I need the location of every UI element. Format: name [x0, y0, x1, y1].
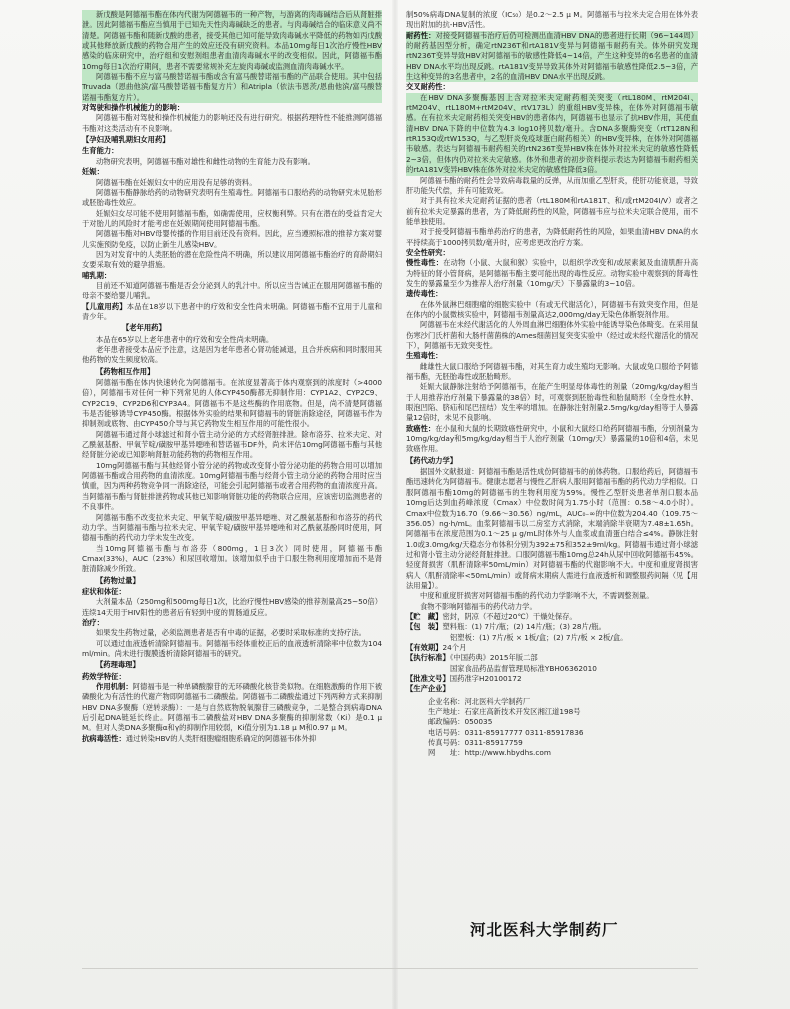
child-section-title: 【儿童用药】: [82, 301, 127, 311]
mechanism-paragraph: [82, 682, 382, 734]
manufacturer-address: [406, 707, 698, 717]
company-signature: 河北医科大学制药厂: [470, 921, 619, 939]
pregnancy-text-1: 阿德福韦酯在妊娠妇女中的应用没有足够的资料。: [96, 177, 257, 187]
mechanism-text: 阿德福韦是一种单磷酸腺苷的无环磷酸化核苷类似物。在细胞激酶的作用下被磷酸化为有活性的代谢产物即阿德福韦二磷酸盐。阿德福韦二磷酸盐通过下列两种方式来抑制HBV DNA多聚酶（逆转录酶）：一是与自然底物脱氧腺苷三磷酸竞争，二是整合到病毒DNA后引起DNA链延长终止。阿德福韦二磷酸盐对HBV DNA多聚酶的抑制常数（Ki）是0.1 μ M。但对人类DNA多聚酶α和γ的抑制作用较弱，Ki值分别为1.18 μ M和0.97 μ M。: [82, 682, 382, 733]
cross-resistance-text-3: 对于具有拉米夫定耐药证据的患者（rtL180M和rtA181T、和/或rtM204I/V）或者之前有拉米夫定暴露的患者，为了降低耐药性的风险，阿德福韦应与拉米夫定联合使用，而不能单独使用。: [406, 196, 698, 226]
elderly-text-1: 本品在65岁以上老年患者中的疗效和安全性尚未明确。: [96, 334, 274, 344]
mechanism-title: 作用机制：: [96, 682, 133, 691]
chronic-text: 在动物（小鼠、大鼠和猴）实验中，以组织学改变和/或尿素氮及血清肌酐升高为特征的肾小管肾病，是阿德福韦酯主要可能出现的毒性反应。动物实验中观察到的肾毒性发生的暴露量至少为推荐人治疗剂量（10mg/天）下暴露量的3~10倍。: [406, 258, 698, 288]
interaction-text-5: 当10mg阿德福韦酯与布洛芬（800mg，1日3次）同时使用，阿德福韦酯Cmax(33%)、AUC（23%）和尿回收增加。该增加似乎由于口服生物利用度增加而不是肾脏清除减少所致。: [82, 543, 382, 574]
manufacturer-address-key: 生产地址：: [428, 707, 465, 717]
interaction-text-3: 10mg阿德福韦酯与其他经肾小管分泌的药物或改变肾小管分泌功能的药物合用可以增加阿德福韦酯或合用药物的血清浓度。10mg阿德福韦酯与经肾小管主动分泌的药物合用时应当慎重，因为两种药物竞争同一消除途径，可能会引起阿德福韦或者合用药物的血清浓度升高。当阿德福韦酯与肾脏排泄药物或其他已知影响肾脏功能的药物联合应用，应该密切监测患者的不良事件。: [82, 460, 382, 512]
antiviral-title: 抗病毒活性：: [82, 733, 126, 743]
manufacturer-postcode-key: 邮政编码：: [428, 717, 465, 727]
overdose-section-title: 【药物过量】: [96, 575, 140, 585]
approval-label: 【批准文号】: [406, 674, 450, 683]
standard-label: 【执行标准】: [406, 653, 450, 663]
package-line-2-row: [406, 633, 698, 643]
cross-resistance-text-2: 阿德福韦酯的耐药性会导致病毒载量的反弹，从而加重乙型肝炎，使肝功能衰退，导致肝功能失代偿，并有可能致死。: [406, 175, 698, 195]
intro-paragraph-2: 阿德福韦酯不应与富马酸替诺福韦酯或含有富马酸替诺福韦酯的产品联合使用。其中包括Truvada（恩曲他滨/富马酸替诺福韦酯复方片）和Atripla（依法韦恩茨/恩曲他滨/富马酸替诺福韦酯复方片）。: [82, 72, 382, 102]
genetic-text: 在体外鼠淋巴细胞瘤的细胞实验中（有或无代谢活化），阿德福韦有致突变作用，但是在体内的小鼠微核实验中，阿德福韦剂量高达2,000mg/day无染色体断裂剂作用。: [406, 299, 698, 319]
overdose-text: 大剂量本品（250mg和500mg每日1次，比治疗慢性HBV感染的推荐剂量高25~50倍）连续14天用于HIV阳性的患者后有轻到中度的胃肠道反应。: [82, 597, 382, 617]
overdose-symptom-title: 症状和体征：: [82, 586, 126, 596]
safety-title: 安全性研究：: [406, 247, 450, 257]
approval-value: 国药准字H20100172: [449, 674, 522, 683]
interaction-text-4: 阿德福韦酯不改变拉米夫定、甲氧苄啶/磺胺甲基异噁唑、对乙酰氨基酚和布洛芬的药代动力学。当阿德福韦酯与拉米夫定、甲氧苄啶/磺胺甲基异噁唑和对乙酰氨基酚同时使用，阿德福韦酯的药代动力学未发生改变。: [82, 512, 382, 543]
validity-label: 【有效期】: [406, 642, 443, 652]
bottom-divider: [82, 968, 698, 969]
genetic-text-2: 阿德福韦在未经代谢活化的人外周血淋巴细胞体外实验中能诱导染色体畸变。在采用鼠伤寒沙门氏杆菌和大肠杆菌菌株的Ames细菌回复突变实验中（经过或未经代谢活化的情况下），阿德福韦无致突变性。: [406, 320, 698, 350]
storage-row: [406, 612, 698, 622]
fertility-text: 动物研究表明，阿德福韦酯对雄性和雌性动物的生育能力没有影响。: [96, 156, 315, 166]
lactation-title: 哺乳期：: [82, 270, 112, 280]
approval-row: [406, 674, 698, 684]
manufacturer-phone-value: 0311-85917777 0311-85917836: [464, 727, 584, 737]
carcinogenicity-title: 致癌性：: [406, 423, 436, 433]
manufacturer-phone-key: 电话号码：: [428, 727, 465, 737]
genetic-title: 遗传毒性：: [406, 289, 443, 299]
drive-title: 对驾驶和操作机械能力的影响：: [82, 103, 185, 113]
page-fold: [392, 0, 398, 1009]
manufacturer-postcode-value: 050035: [464, 717, 493, 727]
cross-resistance-title: 交叉耐药性：: [406, 82, 450, 92]
reproductive-title: 生殖毒性：: [406, 351, 443, 361]
manufacturer-phone: [406, 728, 698, 738]
standard-line-2: 国家食品药品监督管理局标准YBH06362010: [450, 663, 597, 673]
right-column: [406, 10, 698, 915]
validity-value: 24个月: [442, 642, 467, 652]
drive-text: 阿德福韦酯对驾驶和操作机械能力的影响还没有进行研究。根据药理特性不能推测阿德福韦酯对这类活动有不良影响。: [82, 113, 382, 133]
manufacturer-website-value: http://www.hbydhs.com: [464, 748, 551, 758]
child-text: 本品在18岁以下患者中的疗效和安全性尚未明确。阿德福韦酯不宜用于儿童和青少年。: [82, 301, 382, 321]
manufacturer-details: [406, 697, 698, 759]
fertility-title: 生育能力：: [82, 146, 119, 156]
intro-paragraph-1: 新戊酸是阿德福韦酯在体内代谢为阿德福韦的一种产物，与游离的肉毒碱结合后从肾脏排泄。因此阿德福韦酯应当慎用于已知先天性肉毒碱缺乏的患者。与肉毒碱结合的临床意义尚不清楚。阿德福韦酯和随新戊酸的患者，接受其他已知可能导致肉毒碱水平降低的药物如丙戊酸或其他释放新戊酸的药物合用产生的效应还没有研究资料。本品10mg每日1次治疗慢性HBV感染的临床研究中，治疗组和安慰剂组患者血清肉毒碱水平的改变相似。因此，阿德福韦酯10mg每日1次治疗期间，患者不需要常规补充左旋肉毒碱或监测血清肉毒碱水平。: [82, 10, 382, 71]
pregnancy-section-title: 【孕妇及哺乳期妇女用药】: [82, 135, 170, 145]
manufacturer-name: [406, 697, 698, 707]
package-line-1: 塑料瓶：(1) 7片/瓶；(2) 14片/瓶；(3) 28片/瓶。: [442, 622, 606, 632]
manufacturer-name-value: 河北医科大学制药厂: [464, 696, 531, 706]
storage-value: 密封，阴凉（不超过20℃）干燥处保存。: [442, 611, 577, 621]
pk-text-2: 中度和重度肝损害对阿德福韦酯的药代动力学影响不大，不需调整剂量。: [420, 591, 654, 601]
manufacturer-website: [406, 748, 698, 758]
interaction-text-2: 阿德福韦通过肾小球滤过和肾小管主动分泌的方式经肾脏排泄。除布洛芬、拉米夫定、对乙酰氨基酚、甲氧苄啶/磺胺甲基异噁唑和替诺福韦DF外，尚未评估10mg阿德福韦酯与其他经肾脏分泌或已知影响肾脏功能药物的药物相互作用。: [82, 429, 382, 460]
package-line-2: 铝塑板：(1) 7片/板 × 1板/盒；(2) 7片/板 × 2板/盒。: [450, 632, 628, 642]
carcinogenicity-text: 在小鼠和大鼠的长期致癌性研究中，小鼠和大鼠经口给药阿德福韦酯，分别剂量为10mg/kg/day和5mg/kg/day相当于人治疗剂量（10mg/天）暴露量的10倍和4倍，未见致癌作用。: [406, 423, 698, 454]
cross-resistance-text-1: 在HBV DNA多聚酶基因上含对拉米夫定耐药相关突变（rtL180M、rtM204I、rtM204V、rtL180M+rtM204V、rtV173L）的重组HBV变异株，在体外对阿德福韦敏感。在有拉米夫定耐药相关突变HBV的患者体内，阿德福韦也显示了抗HBV作用，其使血清HBV DNA下降的中位数为4.3 log10拷贝数/毫升。含DNA多聚酶突变（rtT128N和rtR153Q或rtW153Q，与乙型肝炎免疫球蛋白耐药相关）的HBV变异株，在体外对阿德福韦敏感。表达与阿德福韦耐药相关的rtN236T变异HBV株在体外对拉米夫定的敏感性降低2~3倍，但体内仍对拉米夫定敏感。体外和患者的初步资料提示表达为阿德福韦耐药相关的rtA181V变异HBV株在体外对拉米夫定的敏感性降低3倍。: [406, 92, 698, 175]
carcinogenicity: [406, 424, 698, 455]
child-section: [82, 302, 382, 323]
pregnancy-text-2: 阿德福韦酯静脉给药的动物研究表明有生殖毒性。阿德福韦口服给药的动物研究未见胎形或胚胎毒性效应。: [82, 187, 382, 208]
pregnancy-text-3: 妊娠妇女尽可能不使用阿德福韦酯，如确需使用，应权衡利弊。只有在潜在的受益肯定大于对胎儿的风险时才能考虑在妊娠期间使用阿德福韦酯。: [82, 208, 382, 228]
package-row: [406, 622, 698, 632]
antiviral-paragraph: [82, 734, 382, 744]
elderly-text-2: 老年患者接受本品应予注意，这是因为老年患者心肾功能减退，且合并疾病和同时服用其他药物的发生频度较高。: [82, 345, 382, 365]
elderly-section-title: 【老年用药】: [122, 323, 166, 333]
standard-line-1: 《中国药典》2015年版二部: [449, 653, 538, 663]
cross-resistance-text-4: 对于接受阿德福韦酯单药治疗的患者，为降低耐药性的风险，如果血清HBV DNA的水平持续高于1000拷贝数/毫升时，应考虑更改治疗方案。: [406, 227, 698, 247]
resistance-text: 对接受阿德福韦治疗后仍可检测出血清HBV DNA的患者进行长期（96~144周）的耐药基因型分析，确定rtN236T和rtA181V变异与阿德福韦耐药有关。体外研究发现rtN236T变异导致HBV对阿德福韦的敏感性降低4~14倍，产生这种变异的6名患者的血清HBV DNA水平均出现反跳。rtA181V变异导致其体外对阿德福韦敏感性降低2.5~3倍，产生这种变异的3名患者中，2名的血清HBV DNA水平出现反跳。: [406, 30, 698, 82]
treatment-title: 治疗：: [82, 617, 104, 627]
pregnancy-title: 妊娠：: [82, 167, 104, 177]
interaction-text-1: 阿德福韦酯在体内快速转化为阿德福韦。在浓度显著高于体内观察到的浓度时（>4000倍），阿德福韦对任何一种下列常见的人体CYP450酶都无抑制作用：CYP1A2、CYP2C9、CYP2C19、CYP2D6和CYP3A4。阿德福韦不是这些酶的作用底物。但是，尚不清楚阿德福韦是否能够诱导CYP450酶。根据体外实验的结果和阿德福韦的肾脏消除途径，阿德福韦作为抑制剂或底物、由CYP450介导与其它药物发生相互作用的可能性很小。: [82, 378, 382, 429]
pk-section-title: 【药代动力学】: [406, 455, 458, 465]
manufacturer-row: [406, 684, 698, 694]
resistance-title: 耐药性：: [406, 30, 436, 40]
package-label: 【包 装】: [406, 622, 443, 632]
treatment-text-2: 可以通过血液透析清除阿德福韦。阿德福韦经体重校正后的血液透析清除率中位数为104 ml/min。尚未进行腹膜透析清除阿德福韦的研究。: [82, 638, 382, 658]
pharmacodynamics-title: 药效学特征：: [82, 671, 126, 681]
pk-text-1: 据国外文献报道：阿德福韦酯是活性成份阿德福韦的前体药物。口服给药后，阿德福韦酯迅速转化为阿德福韦。健康志愿者与慢性乙肝病人服用阿德福韦酯的药代动力学相似。口服阿德福韦酯10mg的阿德福韦的生物利用度为59%。慢性乙型肝炎患者单剂口服本品10mg后达到血药峰浓度（Cmax）中位数时间为1.75小时（范围：0.58～4.0小时）。Cmax中位数为16.70（9.66～30.56）ng/mL，AUC₀₋∞的中位数为204.40（109.75～356.05）ng·h/mL。血浆阿德福韦以二房室方式消除，末端消除半衰期为7.48±1.65h。阿德福韦在浓度范围为0.1～25 μ g/mL时体外与人血浆或血清蛋白结合≤4%。静脉注射1.0或3.0mg/kg/天稳态分布体积分别为392±75和352±9ml/kg。阿德福韦通过肾小球滤过和肾小管主动分泌经肾脏排泄。口服阿德福韦酯10mg总24h从尿中回收阿德福韦45%。轻度肾损害（肌酐清除率50mL/min）对阿德福韦酯的代谢影响不大。中度和重度肾损害病人（肌酐清除率<50mL/min）或肾病末期病人需进行血液透析和调整服药间隔（见【用法用量】）。: [406, 467, 698, 590]
manufacturer-postcode: [406, 717, 698, 727]
standard-row: [406, 653, 698, 663]
chronic-toxicity: [406, 258, 698, 289]
interaction-section-title: 【药物相互作用】: [96, 366, 155, 376]
chronic-title: 慢性毒性：: [406, 258, 444, 268]
pk-text-3: 食物不影响阿德福韦的药代动力学。: [420, 601, 537, 611]
antiviral-continued: 制50%病毒DNA复制的浓度（IC₅₀）是0.2～2.5 μ M。阿德福韦与拉米夫定合用在体外表现出附加的抗-HBV活性。: [406, 10, 698, 30]
pregnancy-text-5: 因为对发育中的人类胚胎的潜在危险性尚不明确，所以建议用阿德福韦酯治疗的育龄期妇女要采取有效的避孕措施。: [82, 249, 382, 270]
reproductive-text-2: 妊娠大鼠静脉注射给予阿德福韦，在能产生明显母体毒性的剂量（20mg/kg/day相当于人用推荐治疗剂量下暴露量的38倍）时，可观察到胚胎毒性和胎鼠畸形（全身性水肿、眼泡凹陷、脐疝和尾巴扭结）发生率的增加。在静脉注射剂量2.5mg/kg/day相等于人暴露量12倍时，未见不良影响。: [406, 382, 698, 423]
storage-label: 【贮 藏】: [406, 611, 443, 621]
pregnancy-text-4: 阿德福韦酯对HBV母婴传播的作用目前还没有资料。因此，应当遵照标准的推荐方案对婴儿实施预防免疫，以防止新生儿感染HBV。: [82, 229, 382, 249]
validity-row: [406, 643, 698, 653]
manufacturer-fax-key: 传真号码：: [428, 738, 465, 748]
pharmacology-section-title: 【药理毒理】: [96, 660, 140, 670]
reproductive-text-1: 雌雄性大鼠口服给予阿德福韦酯，对其生育力或生殖均无影响。大鼠或兔口服给予阿德福韦酯，无胚胎毒性或胚胎畸形。: [406, 361, 698, 382]
manufacturer-label: 【生产企业】: [406, 684, 450, 694]
left-column: [82, 10, 382, 995]
treatment-text-1: 如果发生药物过量，必须监测患者是否有中毒的证据，必要时采取标准的支持疗法。: [96, 628, 366, 638]
manufacturer-address-value: 石家庄高新技术开发区湘江道198号: [464, 707, 581, 717]
resistance-block: [406, 31, 698, 83]
manufacturer-fax-value: 0311-85917759: [464, 738, 523, 748]
manufacturer-fax: [406, 738, 698, 748]
lactation-text: 目前还不知道阿德福韦酯是否会分泌到人的乳汁中。所以应当告诫正在服用阿德福韦酯的母亲不要给婴儿哺乳。: [82, 280, 382, 301]
standard-line-2-row: [406, 664, 698, 674]
antiviral-text: 通过转染HBV的人类肝细胞瘤细胞系确定的阿德福韦体外抑: [125, 733, 317, 743]
manufacturer-website-key: 网 址：: [428, 748, 465, 758]
manufacturer-name-key: 企业名称：: [428, 696, 465, 706]
